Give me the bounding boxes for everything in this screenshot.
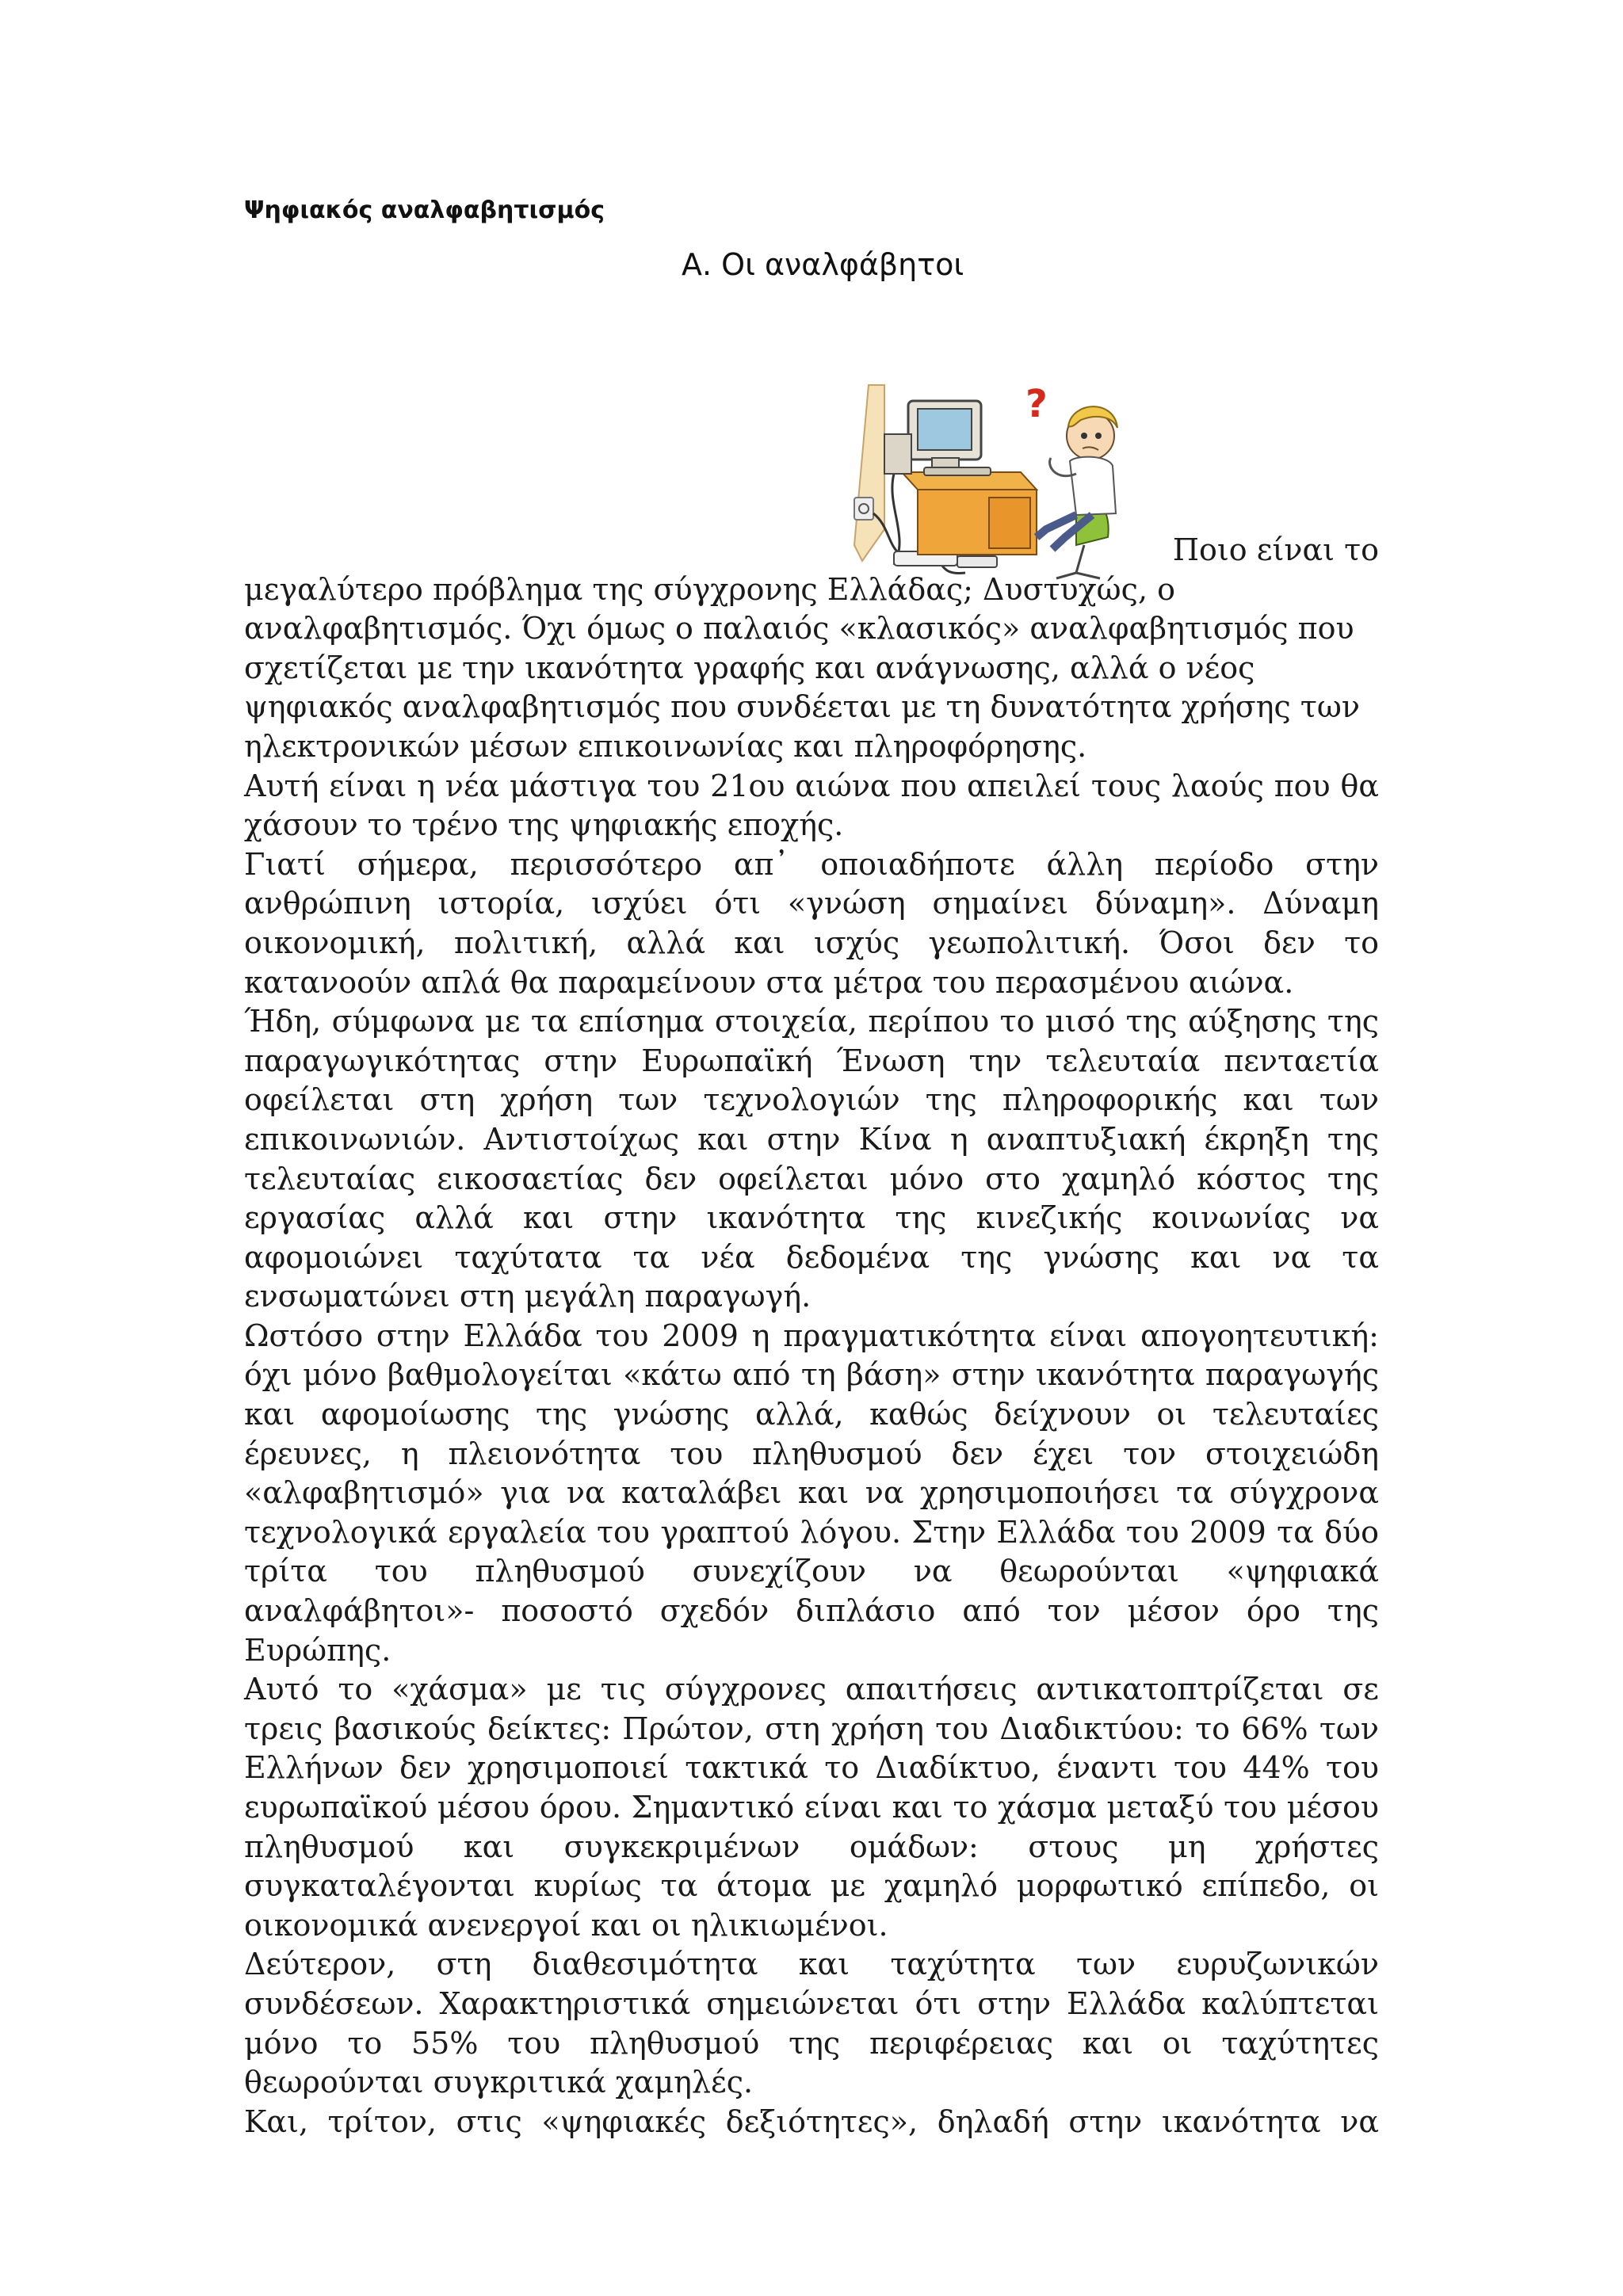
section-title: Α. Οι αναλφάβητοι: [682, 247, 964, 282]
svg-text:?: ?: [1025, 382, 1048, 426]
paragraph: Αυτή είναι η νέα μάστιγα του 21ου αιώνα που απειλεί τους λαούς που θα χάσουν το τρένο της ψηφιακής εποχής.: [244, 768, 1379, 843]
paragraph: Αυτό το «χάσμα» με τις σύγχρονες απαιτήσεις αντικατοπτρίζεται σε τρεις βασικούς δείκτες: Πρώτον, στη χρήση του Διαδικτύου: το 66% των Ελλήνων δεν χρησιμοποιεί τακτικά το Διαδίκτυο, έναντι του 44% του ευρωπαϊκού μέσου όρου. Σημαντικό είναι και το χάσμα μεταξύ του μέσου πληθυσμού και συγκεκριμένων ομάδων: στους μη χρήστες συγκαταλέγονται κυρίως τα άτομα με χαμηλό μορφωτικό επίπεδο, οι οικονομικά ανενεργοί και οι ηλικιωμένοι.: [244, 1672, 1379, 1943]
article-body: [244, 531, 1379, 2142]
document-title: Ψηφιακός αναλφαβητισμός: [244, 196, 605, 224]
paragraph-lead-fragment: Ποιο είναι το: [1172, 532, 1379, 567]
paragraph: μεγαλύτερο πρόβλημα της σύγχρονης Ελλάδας; Δυστυχώς, ο αναλφαβητισμός. Όχι όμως ο παλαιός «κλασικός» αναλφαβητισμός που σχετίζεται με την ικανότητα γραφής και ανάγνωσης, αλλά ο νέος ψηφιακός αναλφαβητισμός που συνδέεται με τη δυνατότητα χρήσης των ηλεκτρονικών μέσων επικοινωνίας και πληροφόρησης.: [244, 571, 1360, 764]
paragraph: Και, τρίτον, στις «ψηφιακές δεξιότητες», δηλαδή στην ικανότητα να: [244, 2103, 1379, 2139]
paragraph: Ωστόσο στην Ελλάδα του 2009 η πραγματικότητα είναι απογοητευτική: όχι μόνο βαθμολογείται «κάτω από τη βάση» στην ικανότητα παραγωγής και αφομοίωσης της γνώσης αλλά, καθώς δείχνουν οι τελευταίες έρευνες, η πλειονότητα του πληθυσμού δεν έχει τον στοιχειώδη «αλφαβητισμό» για να καταλάβει και να χρησιμοποιήσει τα σύγχρονα τεχνολογικά εργαλεία του γραπτού λόγου. Στην Ελλάδα του 2009 τα δύο τρίτα του πληθυσμού συνεχίζουν να θεωρούνται «ψηφιακά αναλφάβητοι»- ποσοστό σχεδόν διπλάσιο από τον μέσον όρο της Ευρώπης.: [244, 1318, 1379, 1668]
paragraph: Γιατί σήμερα, περισσότερο απ᾿ οποιαδήποτε άλλη περίοδο στην ανθρώπινη ιστορία, ισχύει ότι «γνώση σημαίνει δύναμη». Δύναμη οικονομική, πολιτική, αλλά και ισχύς γεωπολιτική. Όσοι δεν το κατανοούν απλά θα παραμείνουν στα μέτρα του περασμένου αιώνα.: [244, 846, 1379, 1000]
paragraph: Ήδη, σύμφωνα με τα επίσημα στοιχεία, περίπου το μισό της αύξησης της παραγωγικότητας στην Ευρωπαϊκή Ένωση την τελευταία πενταετία οφείλεται στη χρήση των τεχνολογιών της πληροφορικής και των επικοινωνιών. Αντιστοίχως και στην Κίνα η αναπτυξιακή έκρηξη της τελευταίας εικοσαετίας δεν οφείλεται μόνο στο χαμηλό κόστος της εργασίας αλλά και στην ικανότητα της κινεζικής κοινωνίας να αφομοιώνει ταχύτατα τα νέα δεδομένα της γνώσης και να τα ενσωματώνει στη μεγάλη παραγωγή.: [244, 1004, 1379, 1314]
paragraph: Δεύτερον, στη διαθεσιμότητα και ταχύτητα των ευρυζωνικών συνδέσεων. Χαρακτηριστικά σημειώνεται ότι στην Ελλάδα καλύπτεται μόνο το 55% του πληθυσμού της περιφέρειας και οι ταχύτητες θεωρούνται συγκριτικά χαμηλές.: [244, 1947, 1379, 2100]
